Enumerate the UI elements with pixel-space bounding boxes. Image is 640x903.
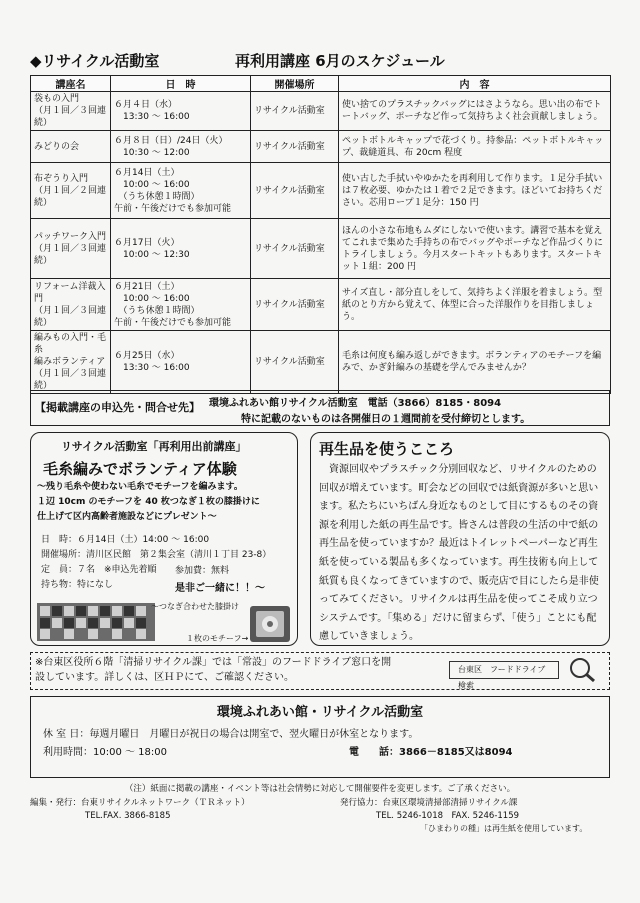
motif-caption: １枚のモチーフ→ <box>186 634 249 643</box>
facility-hours: 利用時間：10:00 ～ 18:00 <box>43 747 167 758</box>
volunteer-heading: 毛糸編みでボランティア体験 <box>43 460 237 478</box>
column-header: 日 時 <box>111 76 251 92</box>
course-venue: リサイクル活動室 <box>251 279 339 331</box>
course-name: 袋もの入門 （月１回／３回連続） <box>31 92 111 131</box>
course-date: ６月４日（水） 13:30 ～ 16:00 <box>111 92 251 131</box>
volunteer-tag: リサイクル活動室「再利用出前講座」 <box>61 440 247 453</box>
course-description: 使い古した手拭いやゆかたを再利用して作ります。１足分手拭いは７枚必要、ゆかたは１着で２足できます。ほどいてお持ちください。芯用ロープ１足分：150 円 <box>339 163 611 219</box>
publisher-name: 台東リサイクルネットワーク（ＴＲネット） <box>81 798 250 808</box>
course-description: ほんの小さな布地もムダにしないで使います。講習で基本を覚えてこれまで集めた手持ちの布でバッグやポーチなど作品づくりにトライしましょう。今月スタートキットもあります。スタートキット１組：200 円 <box>339 219 611 279</box>
recycled-paper-box <box>310 432 610 646</box>
cooperation-tel: TEL. 5246-1018 FAX. 5246-1159 <box>376 811 520 821</box>
food-drive-text: ※台東区役所６階「清掃リサイクル課」では「常設」のフードドライブ窓口を開設しています。詳しくは、区ＨＰにて、ご確認ください。 <box>35 657 392 683</box>
course-name: みどりの会 <box>31 131 111 163</box>
application-contact: 環境ふれあい館リサイクル活動室 電話（3866）8185・8094 <box>209 398 502 409</box>
volunteer-fee: 参加費：無料 <box>175 566 230 576</box>
table-row <box>31 131 611 163</box>
paper-heading: 再生品を使うこころ <box>319 440 455 458</box>
food-drive-notice <box>30 652 610 690</box>
course-name: 編みもの入門・毛糸 編みボランティア （月１回／３回連続） <box>31 331 111 394</box>
page-header <box>30 50 610 72</box>
volunteer-box <box>30 432 298 646</box>
table-header-row <box>31 76 611 92</box>
course-date: ６月14日（土） 10:00 ～ 16:00 （うち休憩１時間） 午前・午後だけでも参加可能 <box>111 163 251 219</box>
course-name: 布ぞうり入門 （月１回／２回連続） <box>31 163 111 219</box>
publisher-tel: TEL.FAX. 3866-8185 <box>85 811 171 821</box>
course-name: パッチワーク入門 （月１回／３回連続） <box>31 219 111 279</box>
knitted-motif-image <box>249 605 291 643</box>
publisher-info <box>30 797 250 823</box>
course-description: ペットボトルキャップで花づくり。持参品：ペットボトルキャップ、裁縫道具、布 20cm 程度 <box>339 131 611 163</box>
volunteer-date: 日 時：６月14日（土）14:00 ～ 16:00 <box>41 535 210 545</box>
course-date: ６月８日（日）/24日（火） 10:30 ～ 12:00 <box>111 131 251 163</box>
course-date: ６月21日（土） 10:00 ～ 16:00 （うち休憩１時間） 午前・午後だけでも参加可能 <box>111 279 251 331</box>
blanket-caption: ～つなぎ合わせた膝掛け <box>151 602 239 611</box>
magnifier-icon <box>567 657 597 683</box>
course-date: ６月17日（火） 10:00 ～ 12:30 <box>111 219 251 279</box>
footer-note: （注）紙面に掲載の講座・イベント等は社会情勢に対応して開催要件を変更します。ご了承ください。 <box>124 784 516 794</box>
column-header: 講座名 <box>31 76 111 92</box>
course-description: 使い捨てのプラスチックバッグにはさようなら。思い出の布でトートバッグ、ポーチなど作って気持ちよく社会貢献しましょう。 <box>339 92 611 131</box>
schedule-table <box>30 75 611 394</box>
application-label: 【掲載講座の申込先・問合せ先】 <box>35 401 200 414</box>
knitted-blanket-image <box>37 603 155 641</box>
volunteer-venue: 開催場所：清川区民館 第２集会室（清川１丁目 23-8） <box>41 550 272 560</box>
schedule-title: 再利用講座 6月のスケジュール <box>235 52 445 70</box>
volunteer-bring: 持ち物：特になし <box>41 580 114 590</box>
course-venue: リサイクル活動室 <box>251 131 339 163</box>
volunteer-capacity: 定 員：７名 ※申込先着順 <box>41 565 157 575</box>
column-header: 内 容 <box>339 76 611 92</box>
table-row <box>31 92 611 131</box>
recycled-paper-note: 「ひまわりの種」は再生紙を使用しています。 <box>420 824 588 833</box>
facility-heading: 環境ふれあい館・リサイクル活動室 <box>216 705 424 720</box>
publisher-label: 編集・発行： <box>30 798 82 808</box>
table-row <box>31 163 611 219</box>
cooperation-info <box>340 797 519 823</box>
course-description: サイズ直し・部分直しをして、気持ちよく洋服を着ましょう。型紙のとり方から覚えて、体型に合った洋服作りを目指しましょう。 <box>339 279 611 331</box>
course-venue: リサイクル活動室 <box>251 219 339 279</box>
application-deadline: 特に記載のないものは各開催日の１週間前を受付締切とします。 <box>241 414 531 425</box>
cooperation-label: 発行協力： <box>340 798 383 808</box>
section-title: ◆リサイクル活動室 <box>30 52 160 70</box>
application-box <box>30 390 610 426</box>
course-description: 毛糸は何度も編み返しができます。ボランティアのモチーフを編みで、かぎ針編みの基礎を学んでみませんか？ <box>339 331 611 394</box>
course-name: リフォーム洋裁入門 （月１回／３回連続） <box>31 279 111 331</box>
table-row <box>31 331 611 394</box>
paper-body: 資源回収やプラスチック分別回収など、リサイクルのための回収が増えています。町会などの回収では紙資源が多いと思います。私たちにいちばん身近なものとして目にするものその資源を利用した紙の再生品です。皆さんは普段の生活の中で紙の再生品を使っていますか？最近はトイレットペーパーなど再生紙を使っている製品も多くなっています。再生技術も向上して紙質も良くなってきていますので、販売店で目にしたら是非使ってみてください。リサイクルは再生品を使ってこそ成り立つシステムです。「集める」だけに留まらず、「使う」ことにも配慮していきましょう。 <box>319 464 599 643</box>
column-header: 開催場所 <box>251 76 339 92</box>
course-venue: リサイクル活動室 <box>251 331 339 394</box>
facility-holiday: 休 室 日：毎週月曜日 月曜日が祝日の場合は開室で、翌火曜日が休室となります。 <box>43 729 419 740</box>
table-row <box>31 219 611 279</box>
course-venue: リサイクル活動室 <box>251 163 339 219</box>
volunteer-subtext: ～残り毛糸や使わない毛糸でモチーフを編みます。 １辺 10cm のモチーフを 40 枚つなぎ１枚の膝掛けに 仕上げて区内高齢者施設などにプレゼント～ <box>37 482 260 522</box>
course-date: ６月25日（水） 13:30 ～ 16:00 <box>111 331 251 394</box>
volunteer-please: 是非ご一緒に！！～ <box>175 583 265 594</box>
facility-phone: 電 話：3866－8185又は8094 <box>349 747 513 758</box>
food-drive-search-badge: 台東区 フードドライブ 検索 <box>449 661 559 679</box>
course-venue: リサイクル活動室 <box>251 92 339 131</box>
table-row <box>31 279 611 331</box>
cooperation-name: 台東区環境清掃部清掃リサイクル課 <box>382 798 518 808</box>
facility-info-box <box>30 696 610 778</box>
